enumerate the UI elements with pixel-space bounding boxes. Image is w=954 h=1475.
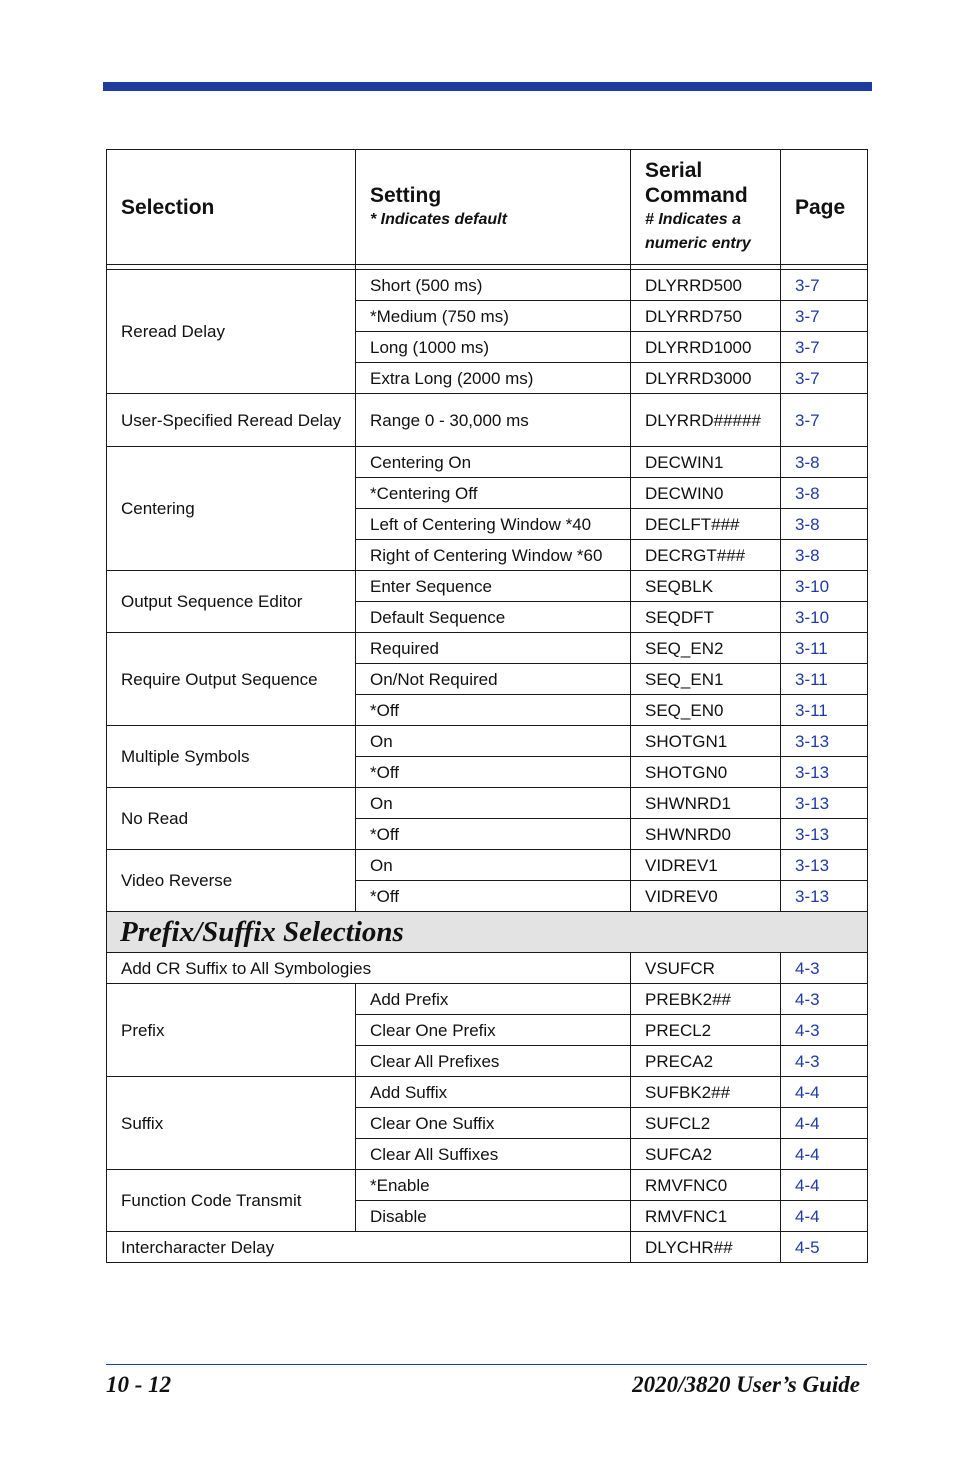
table-row <box>107 953 868 984</box>
selection-cell: Require Output Sequence <box>107 633 356 726</box>
serial-command-cell: DLYRRD##### <box>631 394 781 447</box>
serial-command-cell: PREBK2## <box>631 984 781 1015</box>
page-link[interactable]: 3-7 <box>781 363 868 394</box>
setting-cell: On <box>356 788 631 819</box>
page-link[interactable]: 4-4 <box>781 1201 868 1232</box>
setting-cell: Range 0 - 30,000 ms <box>356 394 631 447</box>
setting-cell: *Medium (750 ms) <box>356 301 631 332</box>
serial-command-cell: RMVFNC0 <box>631 1170 781 1201</box>
section-row <box>107 912 868 953</box>
setting-cell: *Enable <box>356 1170 631 1201</box>
selection-cell: Centering <box>107 447 356 571</box>
selection-cell: No Read <box>107 788 356 850</box>
table-row <box>107 394 868 447</box>
page-link[interactable]: 3-13 <box>781 757 868 788</box>
serial-command-cell: SEQ_EN2 <box>631 633 781 664</box>
page-link[interactable]: 3-10 <box>781 602 868 633</box>
selection-header: Selection <box>107 150 356 265</box>
serial-command-cell: VSUFCR <box>631 953 781 984</box>
serial-command-cell: VIDREV0 <box>631 881 781 912</box>
setting-cell: *Off <box>356 819 631 850</box>
setting-cell: *Off <box>356 881 631 912</box>
page-link[interactable]: 4-4 <box>781 1139 868 1170</box>
table-row <box>107 984 868 1015</box>
page-link[interactable]: 3-11 <box>781 633 868 664</box>
serial-command-cell: SEQDFT <box>631 602 781 633</box>
serial-command-cell: SUFBK2## <box>631 1077 781 1108</box>
page-link[interactable]: 4-5 <box>781 1232 868 1263</box>
serial-command-cell: SEQ_EN1 <box>631 664 781 695</box>
serial-command-cell: DLYRRD750 <box>631 301 781 332</box>
setting-cell: Disable <box>356 1201 631 1232</box>
serial-command-cell: SUFCA2 <box>631 1139 781 1170</box>
setting-cell: Right of Centering Window *60 <box>356 540 631 571</box>
setting-cell: On <box>356 726 631 757</box>
serial-command-header: Serial Command # Indicates a numeric entry <box>631 150 781 265</box>
setting-cell: Clear One Prefix <box>356 1015 631 1046</box>
setting-cell: Default Sequence <box>356 602 631 633</box>
setting-cell: Add Suffix <box>356 1077 631 1108</box>
table-row <box>107 633 868 664</box>
selection-cell: Suffix <box>107 1077 356 1170</box>
page-link[interactable]: 3-13 <box>781 881 868 912</box>
command-table <box>106 149 868 1263</box>
table-body-prefix-suffix <box>107 953 868 1263</box>
table-row <box>107 1232 868 1263</box>
selection-cell: Output Sequence Editor <box>107 571 356 633</box>
selection-cell: Function Code Transmit <box>107 1170 356 1232</box>
selection-cell: Prefix <box>107 984 356 1077</box>
table-body-general <box>107 270 868 912</box>
serial-command-cell: SUFCL2 <box>631 1108 781 1139</box>
selection-cell: User-Specified Reread Delay <box>107 394 356 447</box>
header-rule <box>103 82 872 91</box>
table-row <box>107 571 868 602</box>
page-link[interactable]: 4-4 <box>781 1108 868 1139</box>
page-link[interactable]: 4-4 <box>781 1077 868 1108</box>
page-link[interactable]: 3-10 <box>781 571 868 602</box>
page-link[interactable]: 4-3 <box>781 1015 868 1046</box>
serial-command-cell: SHOTGN0 <box>631 757 781 788</box>
serial-command-cell: DLYRRD500 <box>631 270 781 301</box>
table-row <box>107 1170 868 1201</box>
setting-cell: *Off <box>356 757 631 788</box>
setting-cell: Clear All Suffixes <box>356 1139 631 1170</box>
page-header: Page <box>781 150 868 265</box>
setting-cell: Required <box>356 633 631 664</box>
setting-cell: On <box>356 850 631 881</box>
setting-cell: Enter Sequence <box>356 571 631 602</box>
page-link[interactable]: 3-7 <box>781 301 868 332</box>
page-link[interactable]: 3-13 <box>781 788 868 819</box>
serial-command-cell: DECRGT### <box>631 540 781 571</box>
table-row <box>107 447 868 478</box>
page-link[interactable]: 3-8 <box>781 478 868 509</box>
serial-command-cell: DECWIN0 <box>631 478 781 509</box>
table-row <box>107 850 868 881</box>
serial-command-cell: DECLFT### <box>631 509 781 540</box>
selection-cell: Video Reverse <box>107 850 356 912</box>
page-link[interactable]: 4-4 <box>781 1170 868 1201</box>
serial-command-cell: SHOTGN1 <box>631 726 781 757</box>
page-link[interactable]: 3-13 <box>781 726 868 757</box>
setting-header: Setting * Indicates default <box>356 150 631 265</box>
table-row <box>107 270 868 301</box>
serial-command-cell: SHWNRD0 <box>631 819 781 850</box>
setting-cell: On/Not Required <box>356 664 631 695</box>
page-link[interactable]: 4-3 <box>781 1046 868 1077</box>
serial-command-cell: PRECA2 <box>631 1046 781 1077</box>
setting-cell: Long (1000 ms) <box>356 332 631 363</box>
page-link[interactable]: 4-3 <box>781 953 868 984</box>
page-link[interactable]: 3-13 <box>781 850 868 881</box>
serial-command-cell: RMVFNC1 <box>631 1201 781 1232</box>
selection-cell: Multiple Symbols <box>107 726 356 788</box>
serial-command-cell: VIDREV1 <box>631 850 781 881</box>
serial-command-cell: DLYRRD1000 <box>631 332 781 363</box>
page-number: 10 - 12 <box>106 1372 172 1397</box>
selection-cell: Add CR Suffix to All Symbologies <box>107 953 631 984</box>
serial-command-cell: DECWIN1 <box>631 447 781 478</box>
table-row <box>107 726 868 757</box>
page-link[interactable]: 4-3 <box>781 984 868 1015</box>
setting-cell: *Off <box>356 695 631 726</box>
table-header-row <box>107 150 868 265</box>
page-link[interactable]: 3-8 <box>781 540 868 571</box>
page-link[interactable]: 3-8 <box>781 509 868 540</box>
page-link[interactable]: 3-7 <box>781 332 868 363</box>
selection-cell: Reread Delay <box>107 270 356 394</box>
page-link[interactable]: 3-7 <box>781 394 868 447</box>
footer-rule <box>106 1364 867 1365</box>
setting-cell: Left of Centering Window *40 <box>356 509 631 540</box>
page-link[interactable]: 3-11 <box>781 664 868 695</box>
serial-command-cell: DLYCHR## <box>631 1232 781 1263</box>
serial-command-cell: DLYRRD3000 <box>631 363 781 394</box>
guide-title: 2020/3820 User’s Guide <box>632 1372 860 1397</box>
page-link[interactable]: 3-7 <box>781 270 868 301</box>
serial-command-cell: SEQBLK <box>631 571 781 602</box>
serial-command-cell: SHWNRD1 <box>631 788 781 819</box>
setting-cell: Short (500 ms) <box>356 270 631 301</box>
page-link[interactable]: 3-11 <box>781 695 868 726</box>
table-row <box>107 788 868 819</box>
setting-cell: Centering On <box>356 447 631 478</box>
setting-cell: Clear One Suffix <box>356 1108 631 1139</box>
setting-cell: Extra Long (2000 ms) <box>356 363 631 394</box>
selection-cell: Intercharacter Delay <box>107 1232 631 1263</box>
page-link[interactable]: 3-13 <box>781 819 868 850</box>
serial-command-cell: PRECL2 <box>631 1015 781 1046</box>
setting-cell: *Centering Off <box>356 478 631 509</box>
setting-cell: Clear All Prefixes <box>356 1046 631 1077</box>
table-row <box>107 1077 868 1108</box>
serial-command-cell: SEQ_EN0 <box>631 695 781 726</box>
section-title: Prefix/Suffix Selections <box>107 912 868 953</box>
setting-cell: Add Prefix <box>356 984 631 1015</box>
page-link[interactable]: 3-8 <box>781 447 868 478</box>
